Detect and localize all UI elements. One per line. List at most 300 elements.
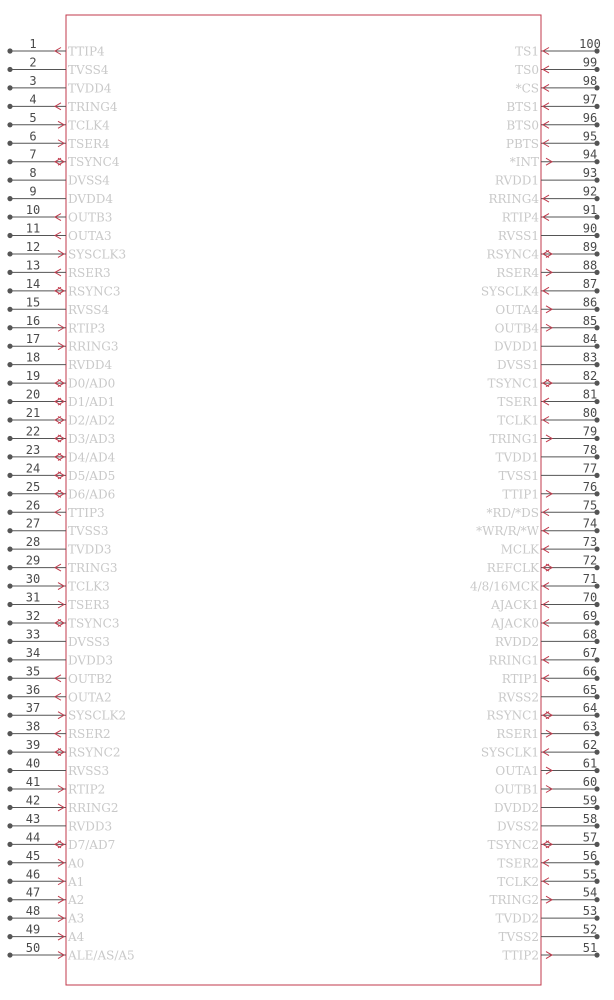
pin-number: 51 xyxy=(582,941,598,956)
pin-name: OUTB2 xyxy=(68,671,113,686)
pin-name: D6/AD6 xyxy=(68,487,116,502)
pin-number: 65 xyxy=(582,682,598,697)
pin-49 xyxy=(7,923,84,945)
pin-name: ALE/AS/A5 xyxy=(68,948,135,963)
pin-name: TSER3 xyxy=(68,598,110,612)
pin-25 xyxy=(7,480,115,502)
pin-number: 94 xyxy=(582,147,598,162)
pin-number: 20 xyxy=(25,387,41,402)
pin-name: RSYNC2 xyxy=(68,745,121,760)
pin-end-dot xyxy=(7,270,12,275)
pin-end-dot xyxy=(7,196,12,201)
pin-end-dot xyxy=(7,214,12,219)
pin-42 xyxy=(7,793,118,815)
pin-number: 83 xyxy=(582,350,598,365)
pin-number: 27 xyxy=(25,516,41,531)
pin-46 xyxy=(7,867,84,889)
pin-name: DVDD3 xyxy=(68,653,113,668)
pin-number: 88 xyxy=(582,258,598,273)
pin-name: TVDD4 xyxy=(68,81,112,96)
pin-end-dot xyxy=(7,381,12,386)
pin-name: OUTB3 xyxy=(68,210,113,225)
pin-name: RSER2 xyxy=(68,727,111,742)
pin-name: TVSS1 xyxy=(498,468,539,483)
pin-number: 67 xyxy=(582,645,598,660)
pin-end-dot xyxy=(7,510,12,515)
pin-14 xyxy=(7,277,120,299)
pin-end-dot xyxy=(7,547,12,552)
pin-27 xyxy=(7,517,108,539)
pin-number: 41 xyxy=(25,775,41,789)
pin-end-dot xyxy=(7,602,12,607)
pin-name: TTIP3 xyxy=(68,505,105,520)
pin-name: TVSS2 xyxy=(498,930,539,945)
pin-name: TTIP4 xyxy=(68,44,105,59)
pin-name: AJACK1 xyxy=(491,598,539,612)
pin-71 xyxy=(470,572,600,594)
pin-name: DVSS3 xyxy=(68,634,110,649)
pin-name: OUTB1 xyxy=(494,782,539,797)
pin-number: 21 xyxy=(25,406,41,420)
pin-name: DVDD4 xyxy=(68,192,113,207)
pin-end-dot xyxy=(7,657,12,662)
pin-name: D5/AD5 xyxy=(68,468,116,483)
pin-name: OUTA2 xyxy=(68,690,112,705)
pin-number: 18 xyxy=(25,350,41,365)
pin-end-dot xyxy=(7,251,12,256)
pin-number: 26 xyxy=(25,498,41,513)
pin-number: 6 xyxy=(29,129,37,144)
pin-22 xyxy=(7,424,115,446)
pin-name: RSER4 xyxy=(496,265,539,280)
pin-end-dot xyxy=(7,491,12,496)
pin-number: 8 xyxy=(29,166,37,181)
pin-end-dot xyxy=(7,639,12,644)
pin-end-dot xyxy=(7,67,12,72)
pin-16 xyxy=(7,314,105,336)
pin-29 xyxy=(7,554,117,576)
pin-name: TRING4 xyxy=(68,99,118,114)
pin-number: 89 xyxy=(582,239,598,254)
pin-3 xyxy=(7,74,112,96)
pin-number: 54 xyxy=(582,885,598,900)
pin-name: TTIP1 xyxy=(502,487,539,502)
pin-number: 99 xyxy=(582,55,598,70)
pin-end-dot xyxy=(7,288,12,293)
pin-name: TSYNC4 xyxy=(68,155,120,170)
pin-number: 19 xyxy=(25,369,41,384)
pin-number: 45 xyxy=(25,848,41,863)
pin-name: RSER3 xyxy=(68,265,111,280)
pin-number: 77 xyxy=(582,461,598,476)
left-pin-group xyxy=(7,37,134,963)
pin-number: 70 xyxy=(582,590,598,605)
pin-number: 66 xyxy=(582,664,598,679)
pin-name: TCLK2 xyxy=(497,874,539,889)
pin-name: OUTB4 xyxy=(494,321,539,336)
pin-end-dot xyxy=(7,178,12,183)
pin-number: 92 xyxy=(582,184,598,199)
pin-end-dot xyxy=(7,565,12,570)
pin-name: MCLK xyxy=(500,542,539,557)
pin-7 xyxy=(7,148,119,170)
pin-number: 38 xyxy=(25,719,41,734)
pin-name: RSYNC1 xyxy=(486,708,539,723)
pin-name: *INT xyxy=(509,155,539,170)
pin-name: SYSCLK1 xyxy=(480,745,539,760)
pin-name: TVDD2 xyxy=(495,911,539,926)
pin-end-dot xyxy=(7,879,12,884)
pin-name: DVSS4 xyxy=(68,173,110,188)
pin-number: 22 xyxy=(25,424,41,439)
pin-35 xyxy=(7,664,112,686)
pin-30 xyxy=(7,572,109,594)
pin-number: 52 xyxy=(582,922,598,937)
pin-name: A2 xyxy=(68,893,85,908)
pin-number: 50 xyxy=(25,941,41,956)
pin-31 xyxy=(7,591,109,613)
pin-number: 33 xyxy=(25,627,41,642)
pin-5 xyxy=(7,111,110,133)
pin-41 xyxy=(7,775,105,797)
pin-name: AJACK0 xyxy=(491,616,539,631)
pin-number: 53 xyxy=(582,904,598,919)
pin-number: 71 xyxy=(582,572,598,587)
pin-name: DVDD2 xyxy=(494,800,539,815)
pin-number: 17 xyxy=(25,332,41,347)
pin-name: SYSCLK4 xyxy=(480,284,539,299)
pin-name: DVSS1 xyxy=(497,358,539,373)
pin-number: 84 xyxy=(582,332,598,347)
pin-end-dot xyxy=(7,85,12,90)
pin-number: 74 xyxy=(582,516,598,531)
pin-name: RTIP1 xyxy=(501,671,539,686)
pin-end-dot xyxy=(7,583,12,588)
pin-end-dot xyxy=(7,141,12,146)
pin-number: 79 xyxy=(582,424,598,439)
pin-name: A3 xyxy=(68,911,85,926)
pin-number: 16 xyxy=(25,313,41,328)
pin-end-dot xyxy=(7,952,12,957)
pin-number: 31 xyxy=(25,590,41,605)
pin-name: *WR/R/*W xyxy=(476,524,539,539)
pin-name: RRING1 xyxy=(488,653,539,668)
pin-end-dot xyxy=(7,436,12,441)
pin-number: 46 xyxy=(25,867,41,882)
pin-number: 47 xyxy=(25,885,41,900)
pin-name: RSYNC4 xyxy=(486,247,539,262)
pin-end-dot xyxy=(7,676,12,681)
pin-number: 86 xyxy=(582,295,598,310)
pin-number: 81 xyxy=(582,387,598,402)
pin-26 xyxy=(7,498,104,520)
pin-name: D4/AD4 xyxy=(68,450,116,465)
pin-name: RVDD4 xyxy=(68,358,113,373)
pin-number: 80 xyxy=(582,406,598,420)
pin-name: A0 xyxy=(68,856,85,871)
pin-38 xyxy=(7,720,110,742)
pin-number: 63 xyxy=(582,719,598,734)
pin-name: *CS xyxy=(515,81,539,96)
pin-2 xyxy=(7,55,109,77)
pin-number: 39 xyxy=(25,738,41,753)
pin-end-dot xyxy=(7,159,12,164)
pin-number: 69 xyxy=(582,608,598,623)
pin-name: A1 xyxy=(68,874,85,889)
pin-number: 35 xyxy=(25,664,41,679)
pin-10 xyxy=(7,203,112,225)
pin-end-dot xyxy=(7,344,12,349)
pin-name: RVDD1 xyxy=(494,173,539,188)
pin-number: 40 xyxy=(25,756,41,771)
pin-name: D1/AD1 xyxy=(68,395,116,410)
pin-number: 44 xyxy=(25,830,41,845)
pin-11 xyxy=(7,222,111,244)
pin-number: 4 xyxy=(29,92,37,107)
pin-number: 12 xyxy=(25,239,41,254)
pin-13 xyxy=(7,258,110,280)
pin-number: 58 xyxy=(582,811,598,826)
pin-28 xyxy=(7,535,111,557)
pin-name: TSYNC2 xyxy=(487,837,539,852)
pin-end-dot xyxy=(7,473,12,478)
pin-name: RSER1 xyxy=(496,727,539,742)
pin-6 xyxy=(7,129,110,151)
pin-number: 68 xyxy=(582,627,598,642)
pin-end-dot xyxy=(7,750,12,755)
pin-40 xyxy=(7,757,109,779)
pin-end-dot xyxy=(7,48,12,53)
pin-19 xyxy=(7,369,115,391)
pin-end-dot xyxy=(7,233,12,238)
pin-name: PBTS xyxy=(505,136,539,151)
pin-48 xyxy=(7,904,84,926)
pin-name: TSER2 xyxy=(497,856,539,871)
pin-name: OUTA4 xyxy=(495,302,539,317)
pin-number: 82 xyxy=(582,369,598,384)
pin-name: RVDD2 xyxy=(494,634,539,649)
pin-number: 62 xyxy=(582,738,598,753)
pin-number: 48 xyxy=(25,904,41,919)
pin-end-dot xyxy=(7,805,12,810)
pin-name: A4 xyxy=(68,930,85,945)
pin-number: 13 xyxy=(25,258,41,273)
pin-end-dot xyxy=(7,786,12,791)
pin-number: 91 xyxy=(582,203,598,218)
pin-number: 24 xyxy=(25,461,41,476)
pin-number: 57 xyxy=(582,830,598,845)
pin-name: TRING1 xyxy=(489,431,539,446)
pin-end-dot xyxy=(7,104,12,109)
pin-name: RVDD3 xyxy=(68,819,113,834)
pin-name: BTS1 xyxy=(506,99,539,114)
pin-number: 32 xyxy=(25,608,41,623)
pin-number: 9 xyxy=(29,184,37,199)
pin-end-dot xyxy=(7,417,12,422)
pin-name: DVDD1 xyxy=(494,339,539,354)
pin-36 xyxy=(7,683,111,705)
pin-number: 72 xyxy=(582,553,598,568)
pin-name: TCLK4 xyxy=(68,118,110,133)
pin-number: 59 xyxy=(582,793,598,808)
pin-number: 25 xyxy=(25,479,41,494)
pin-23 xyxy=(7,443,115,465)
pin-name: RVSS4 xyxy=(68,302,110,317)
pin-name: TCLK3 xyxy=(68,579,110,594)
pin-number: 49 xyxy=(25,922,41,937)
pin-end-dot xyxy=(7,823,12,828)
pin-name: DVSS2 xyxy=(497,819,539,834)
pin-name: TTIP2 xyxy=(502,948,539,963)
pin-number: 10 xyxy=(25,203,41,218)
pin-name: TRING2 xyxy=(489,893,539,908)
pin-name: RSYNC3 xyxy=(68,284,121,299)
pin-4 xyxy=(7,92,117,114)
pin-number: 56 xyxy=(582,848,598,863)
pin-name: RTIP4 xyxy=(501,210,539,225)
pin-end-dot xyxy=(7,325,12,330)
pin-number: 100 xyxy=(579,37,601,51)
pin-name: RRING4 xyxy=(488,192,539,207)
pin-name: RVSS1 xyxy=(497,229,539,243)
pin-number: 23 xyxy=(25,442,41,457)
pin-21 xyxy=(7,406,115,428)
pin-end-dot xyxy=(7,860,12,865)
pin-43 xyxy=(7,812,112,834)
pin-number: 7 xyxy=(29,147,37,162)
pin-number: 15 xyxy=(25,295,41,310)
pin-name: RVSS2 xyxy=(497,690,539,705)
pin-18 xyxy=(7,351,112,373)
pin-name: TVSS4 xyxy=(68,62,109,77)
pin-name: TSER4 xyxy=(68,136,110,151)
pin-number: 14 xyxy=(25,276,41,291)
pin-end-dot xyxy=(7,731,12,736)
pin-name: TS0 xyxy=(515,62,539,77)
pin-name: TVDD1 xyxy=(495,450,539,465)
pin-end-dot xyxy=(7,620,12,625)
pin-number: 42 xyxy=(25,793,41,808)
pin-end-dot xyxy=(7,307,12,312)
pin-name: RVSS3 xyxy=(68,764,110,779)
pin-8 xyxy=(7,166,110,188)
right-pin-group xyxy=(470,37,601,963)
pin-number: 87 xyxy=(582,276,598,291)
pin-number: 64 xyxy=(582,701,598,716)
pin-number: 76 xyxy=(582,479,598,494)
pin-end-dot xyxy=(7,362,12,367)
pin-name: TSYNC1 xyxy=(487,376,539,391)
pin-end-dot xyxy=(7,454,12,459)
pin-number: 85 xyxy=(582,313,598,328)
pin-51 xyxy=(502,941,599,963)
pin-name: D0/AD0 xyxy=(68,376,116,391)
pin-end-dot xyxy=(7,713,12,718)
pin-name: OUTA1 xyxy=(495,764,539,779)
pin-number: 36 xyxy=(25,682,41,697)
pin-name: TVSS3 xyxy=(68,524,109,539)
pin-number: 3 xyxy=(29,73,37,88)
pin-end-dot xyxy=(7,842,12,847)
pin-name: D3/AD3 xyxy=(68,431,116,446)
pin-47 xyxy=(7,886,84,908)
pin-end-dot xyxy=(7,897,12,902)
pin-number: 34 xyxy=(25,645,41,660)
pin-34 xyxy=(7,646,113,668)
pin-number: 29 xyxy=(25,553,41,568)
pin-number: 73 xyxy=(582,535,598,550)
pin-name: SYSCLK2 xyxy=(68,708,127,723)
pin-name: TSER1 xyxy=(497,395,539,410)
pin-74 xyxy=(476,517,599,539)
pin-number: 61 xyxy=(582,756,598,771)
pin-name: *RD/*DS xyxy=(486,505,539,520)
pin-name: RRING3 xyxy=(68,339,119,354)
pin-number: 78 xyxy=(582,442,598,457)
pin-end-dot xyxy=(7,916,12,921)
pin-number: 97 xyxy=(582,92,598,107)
pin-number: 96 xyxy=(582,110,598,125)
pin-end-dot xyxy=(7,399,12,404)
pin-33 xyxy=(7,627,110,649)
pin-number: 28 xyxy=(25,535,41,550)
pin-24 xyxy=(7,461,115,483)
pin-number: 43 xyxy=(25,811,41,826)
pin-number: 90 xyxy=(582,221,598,236)
pin-name: RTIP2 xyxy=(68,782,106,797)
pin-number: 75 xyxy=(582,498,598,513)
pin-44 xyxy=(7,830,115,852)
pin-1 xyxy=(7,37,105,59)
pin-name: TCLK1 xyxy=(497,413,539,428)
pin-17 xyxy=(7,332,118,354)
pin-number: 93 xyxy=(582,166,598,181)
pin-45 xyxy=(7,849,84,871)
pin-number: 98 xyxy=(582,73,598,88)
pin-39 xyxy=(7,738,120,760)
pin-number: 55 xyxy=(582,867,598,882)
pin-name: TS1 xyxy=(515,44,539,59)
pin-number: 37 xyxy=(25,701,41,716)
pin-name: D7/AD7 xyxy=(68,837,116,852)
pin-number: 95 xyxy=(582,129,598,144)
pin-50 xyxy=(7,941,134,963)
pin-name: REFCLK xyxy=(486,561,539,576)
pin-end-dot xyxy=(7,122,12,127)
pin-name: RRING2 xyxy=(68,800,119,815)
pin-name: RTIP3 xyxy=(68,321,106,336)
component-body-outline xyxy=(66,15,541,985)
pin-name: TSYNC3 xyxy=(68,616,120,631)
pin-20 xyxy=(7,388,115,410)
pin-name: 4/8/16MCK xyxy=(469,579,539,594)
pin-number: 1 xyxy=(29,37,37,51)
pin-32 xyxy=(7,609,119,631)
pin-end-dot xyxy=(7,934,12,939)
pin-end-dot xyxy=(7,694,12,699)
pin-name: TVDD3 xyxy=(68,542,112,557)
pin-end-dot xyxy=(7,528,12,533)
pin-name: SYSCLK3 xyxy=(68,247,127,262)
pin-number: 11 xyxy=(25,221,41,236)
pin-end-dot xyxy=(7,768,12,773)
pin-15 xyxy=(7,295,109,317)
pin-9 xyxy=(7,185,113,207)
pin-name: OUTA3 xyxy=(68,229,112,243)
pin-number: 5 xyxy=(29,110,37,125)
pin-number: 30 xyxy=(25,572,41,587)
pin-name: BTS0 xyxy=(506,118,539,133)
